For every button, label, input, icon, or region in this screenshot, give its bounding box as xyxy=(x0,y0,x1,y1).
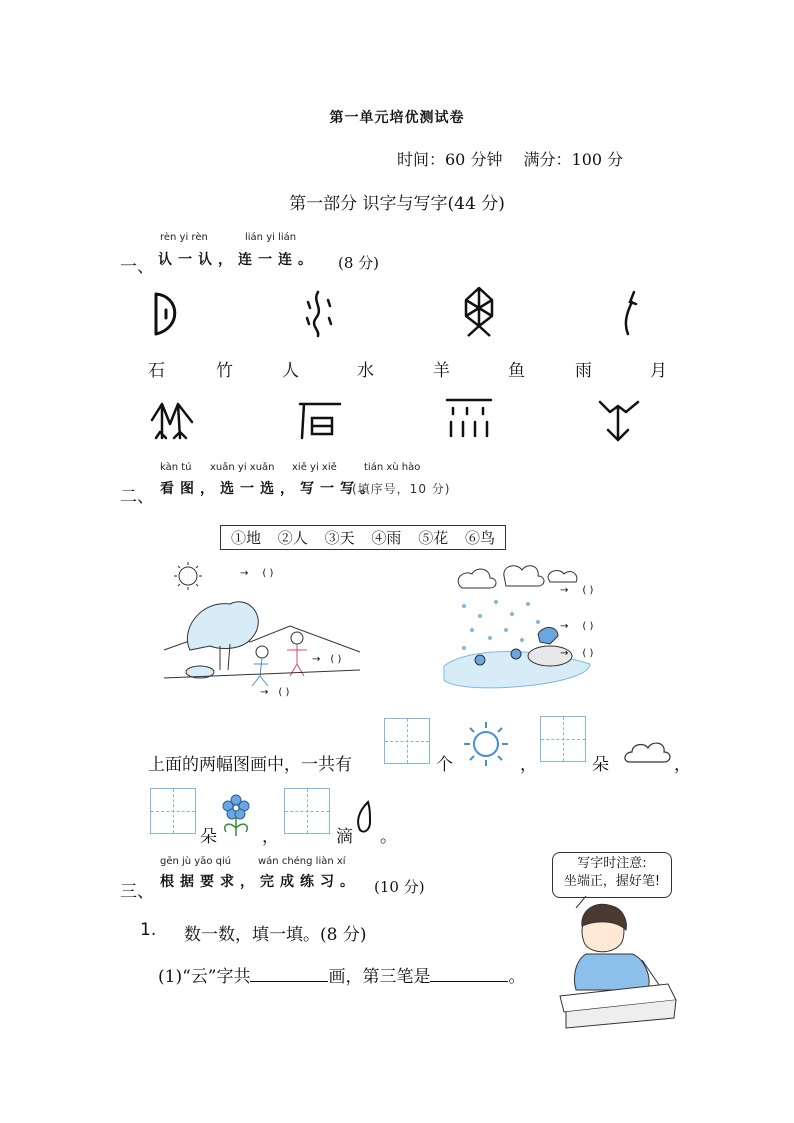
sun-icon xyxy=(462,720,510,772)
char-yang[interactable]: 羊 xyxy=(433,361,450,381)
section3-points: (10 分) xyxy=(374,878,425,896)
q1-text: 数一数，填一填。(8 分) xyxy=(184,925,367,945)
pinyin-tianxuhao: tián xù hào xyxy=(364,462,421,473)
exam-title: 第一单元培优测试卷 xyxy=(329,110,465,126)
comma-1: ， xyxy=(520,755,537,775)
unit-duo-flower: 朵 xyxy=(200,827,217,847)
water-oracle-glyph xyxy=(302,288,338,338)
char-yue[interactable]: 月 xyxy=(650,361,667,381)
part-title: 第一部分 识字与写字(44 分) xyxy=(289,194,505,214)
bamboo-oracle-glyph xyxy=(148,398,198,444)
section3-instruction: 根据要求，完成练习。 xyxy=(160,874,360,890)
char-zhu[interactable]: 竹 xyxy=(216,361,233,381)
arrow-label-flower: → ( ) xyxy=(560,648,594,659)
char-shui[interactable]: 水 xyxy=(357,361,374,381)
unit-di: 滴 xyxy=(336,827,353,847)
rain-oracle-glyph xyxy=(445,396,493,442)
writing-grid-cloud[interactable] xyxy=(540,716,586,762)
q1-sub1 xyxy=(158,962,525,987)
arrow-label-ground: → ( ) xyxy=(260,687,290,698)
unit-duo: 朵 xyxy=(592,755,609,775)
fish-oracle-glyph xyxy=(460,286,498,338)
cloud-icon xyxy=(622,738,674,772)
option-6: ⑥鸟 xyxy=(464,529,495,547)
blank-cloud[interactable]: ( ) xyxy=(582,585,594,596)
pinyin-kantu: kàn tú xyxy=(160,462,192,473)
blank-person[interactable]: ( ) xyxy=(330,654,342,665)
answer-blank-strokes[interactable] xyxy=(250,967,328,982)
char-shi[interactable]: 石 xyxy=(148,361,165,381)
option-1: ①地 xyxy=(231,529,262,547)
bubble-line-2: 坐端正，握好笔! xyxy=(563,874,661,889)
sheep-oracle-glyph xyxy=(596,396,642,444)
arrow-label-sky: → ( ) xyxy=(240,568,274,579)
exam-score: 满分：100 分 xyxy=(523,150,624,169)
writing-grid-flower[interactable] xyxy=(150,788,196,834)
char-yu-rain[interactable]: 雨 xyxy=(575,361,592,381)
pinyin-lianyilian: lián yi lián xyxy=(245,232,297,243)
section1-number: 一、 xyxy=(120,257,154,277)
blank-ground[interactable]: ( ) xyxy=(278,687,290,698)
section1-instruction: 认一认，连一连。 xyxy=(158,252,318,268)
q1-sub1-prefix: (1)“云”字共 xyxy=(158,967,251,987)
option-4: ④雨 xyxy=(371,529,402,547)
count-sentence-start: 上面的两幅图画中，一共有 xyxy=(148,755,352,775)
speech-bubble xyxy=(552,852,672,898)
comma-2: ， xyxy=(674,755,691,775)
pinyin-xieyixie: xiě yi xiě xyxy=(292,462,337,473)
bubble-line-1: 写字时注意: xyxy=(577,856,647,871)
period-1: 。 xyxy=(380,827,397,847)
section2-number: 二、 xyxy=(120,487,154,507)
char-ren[interactable]: 人 xyxy=(282,361,299,381)
raindrop-icon xyxy=(354,800,376,838)
option-3: ③天 xyxy=(324,529,355,547)
exam-time: 时间：60 分钟 xyxy=(397,150,503,169)
unit-ge: 个 xyxy=(436,755,453,775)
writing-grid-rain[interactable] xyxy=(284,788,330,834)
q1-sub1-mid: 画，第三笔是 xyxy=(328,967,431,987)
pinyin-xuanyixuan: xuǎn yi xuǎn xyxy=(210,462,275,473)
blank-sky[interactable]: ( ) xyxy=(262,568,274,579)
moon-oracle-glyph xyxy=(148,288,184,338)
q1-sub1-end: 。 xyxy=(508,967,526,987)
option-box xyxy=(220,525,506,550)
flower-icon xyxy=(216,792,256,842)
blank-flower[interactable]: ( ) xyxy=(582,648,594,659)
blank-bird[interactable]: ( ) xyxy=(582,621,594,632)
boy-writing-illustration xyxy=(556,896,680,1034)
stone-oracle-glyph xyxy=(296,398,344,444)
section1-points: (8 分) xyxy=(338,254,380,272)
section2-instruction: 看图，选一选，写一写。 xyxy=(160,481,380,497)
arrow-label-bird: → ( ) xyxy=(560,621,594,632)
option-5: ⑤花 xyxy=(418,529,449,547)
comma-3: ， xyxy=(262,827,279,847)
option-2: ②人 xyxy=(277,529,308,547)
exam-meta xyxy=(397,147,623,170)
arrow-label-person: → ( ) xyxy=(312,654,342,665)
pinyin-wanchenglianxi: wán chéng liàn xí xyxy=(258,856,346,867)
person-oracle-glyph xyxy=(620,288,644,338)
q1-number: 1. xyxy=(140,920,157,940)
answer-blank-third-stroke[interactable] xyxy=(430,967,508,982)
pinyin-genjuyaoqiu: gēn jù yāo qiú xyxy=(160,856,232,867)
arrow-label-cloud: → ( ) xyxy=(560,585,594,596)
writing-grid-sun[interactable] xyxy=(384,718,430,764)
section3-number: 三、 xyxy=(120,882,154,902)
section2-points: (填序号，10 分) xyxy=(352,482,451,496)
char-yu-fish[interactable]: 鱼 xyxy=(508,361,525,381)
pinyin-renyiren: rèn yi rèn xyxy=(160,232,208,243)
